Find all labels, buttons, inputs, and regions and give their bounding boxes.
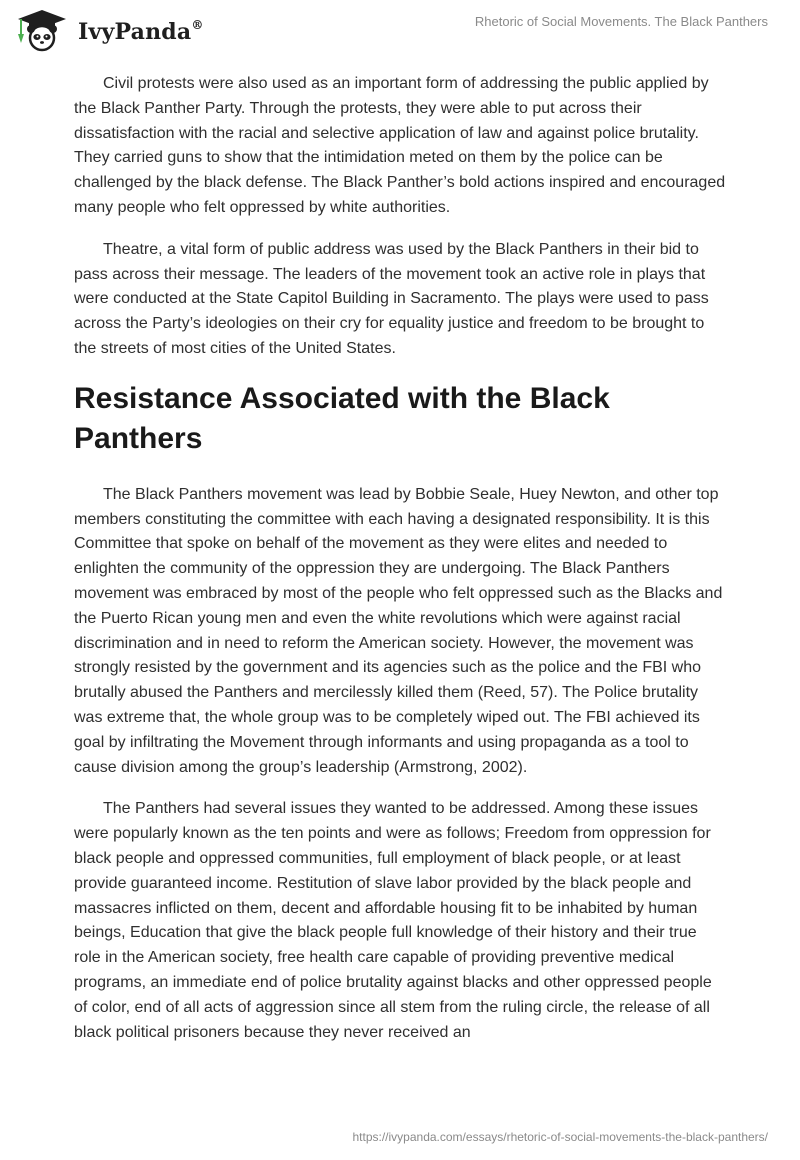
panda-logo-icon <box>14 8 70 52</box>
page-header <box>0 0 800 70</box>
paragraph-civil-protests: Civil protests were also used as an important form of addressing the public applied by the Black Panther Party. Through the protests, they were able to put across their dissatisfaction with the racial and selective application of law and against police brutality. They carried guns to show that the intimidation meted on them by the police can be challenged by the black defense. The Black Panther’s bold actions inspired and encouraged many people who felt oppressed by white authorities. <box>74 75 726 216</box>
brand-name: IvyPanda® <box>78 17 204 45</box>
document-title: Rhetoric of Social Movements. The Black Panthers <box>474 14 768 29</box>
site-logo[interactable] <box>14 8 204 52</box>
paragraph-theatre: Theatre, a vital form of public address was used by the Black Panthers in their bid to pass across their message. The leaders of the movement took an active role in plays that were conducted at the State Capitol Building in Sacramento. The plays were used to pass across the Party’s ideologies on their cry for equality justice and freedom to be brought to the streets of most cities of the United States. <box>74 240 709 357</box>
paragraph-leadership-resistance: The Black Panthers movement was lead by Bobbie Seale, Huey Newton, and other top members constituting the committee with each having a designated responsibility. It is this Committee that spoke on behalf of the movement as they were elites and needed to enlighten the community of the oppression they are undergoing. The Black Panthers movement was embraced by most of the people who felt oppressed such as the Blacks and the Puerto Rican young men and even the white revolutions which were against racial discrimination and in need to reform the American society. However, the movement was strongly resisted by the government and its agencies such as the police and the FBI who brutally abused the Panthers and mercilessly killed them (Reed, 57). The Police brutality was extreme that, the whole group was to be completely wiped out. The FBI achieved its goal by infiltrating the Movement through informants and using propaganda as a tool to cause division among the group’s leadership (Armstrong, 2002). <box>74 485 723 776</box>
paragraph-ten-points: The Panthers had several issues they wanted to be addressed. Among these issues were popularly known as the ten points and were as follows; Freedom from oppression for black people and oppressed communities, full employment of black people, or at least provide guaranteed income. Restitution of slave labor provided by the black people and massacres inflicted on them, decent and affordable housing fit to be inhabited by human beings, Education that give the black people full knowledge of their history and their true role in the American society, free health care capable of providing preventive medical programs, an immediate end of police brutality against blacks and other oppressed people of color, end of all acts of aggression since all stem from the ruling circle, the release of all black political prisoners because they never received an <box>74 800 712 1041</box>
article-content <box>74 72 726 1062</box>
section-heading: Resistance Associated with the Black Panthers <box>74 381 610 455</box>
source-url[interactable]: https://ivypanda.com/essays/rhetoric-of-social-movements-the-black-panthers/ <box>352 1130 768 1144</box>
